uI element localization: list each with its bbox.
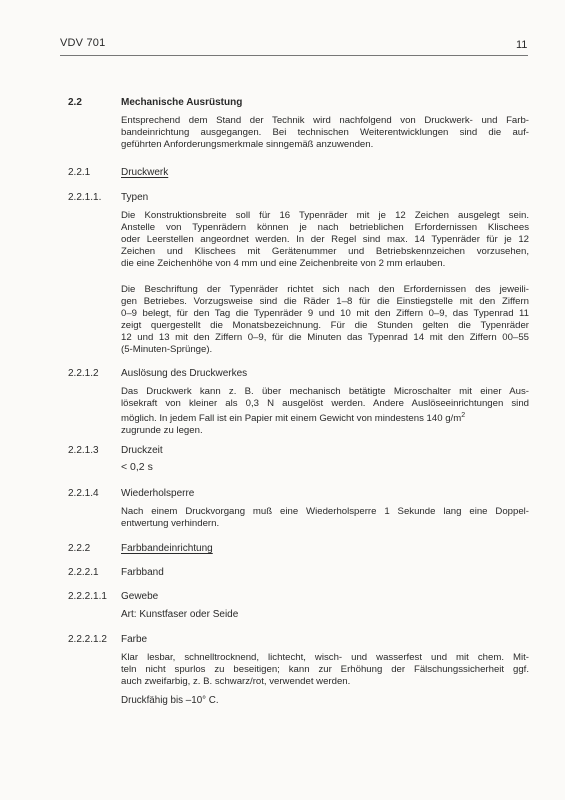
section-title-2-2-2-1-2: Farbe (121, 634, 148, 645)
print-temperature-note: Druckfähig bis –10° C. (121, 695, 219, 706)
text-line: bandeinrichtung ausgegangen. Bei technischen Weiterentwicklungen sind die auf- (121, 127, 529, 138)
text-line: zugrunde zu legen. (121, 425, 203, 437)
text-line: geführten Anforderungsmerkmale sinngemäß anzuwenden. (121, 139, 374, 150)
section-number-2-2-1: 2.2.1 (68, 167, 91, 178)
section-number-2-2-2: 2.2.2 (68, 543, 91, 554)
header-rule (60, 55, 528, 56)
text-line: Entsprechend dem Stand der Technik wird nachfolgend von Druckwerk- und Farb- (121, 115, 529, 126)
text-line-main: möglich. In jedem Fall ist ein Papier mit einem Gewicht von mindestens 140 g/m (121, 413, 462, 425)
section-number-2-2-1-4: 2.2.1.4 (68, 488, 99, 499)
section-body-2-2-1-1-para2 (121, 284, 529, 356)
text-line: die eine Zeichenhöhe von 4 mm und eine Zeichenbreite von 2 mm erlauben. (121, 258, 446, 269)
text-line: Das Druckwerk kann z. B. über mechanisch betätigte Microschalter mit einer Aus- (121, 386, 529, 397)
text-line: lösekraft von kleiner als 0,3 N ausgelöst werden. Andere Auslöseeinrichtungen sind (121, 398, 529, 409)
fabric-type: Art: Kunstfaser oder Seide (121, 609, 239, 620)
section-body-2-2-1-1-para1 (121, 210, 529, 270)
section-title-2-2-2-1: Farbband (121, 567, 164, 578)
text-line: oder Leerstellen angeordnet werden. In der Regel sind max. 14 Typenräder für je 12 (121, 234, 529, 245)
section-number-2-2-1-3: 2.2.1.3 (68, 445, 99, 456)
text-line: entwertung verhindern. (121, 518, 220, 529)
section-title-2-2: Mechanische Ausrüstung (121, 97, 243, 108)
section-number-2-2-2-1-1: 2.2.2.1.1 (68, 591, 107, 602)
text-line: gen Betriebes. Vorzugsweise sind die Räder 1–8 für die Einstiegstelle mit den Ziffern (121, 296, 529, 307)
page-number: 11 (516, 39, 528, 51)
superscript: 2 (461, 412, 466, 419)
text-line: Zeichen und Klischees mit Gerätenummer und Betriebskennzeichen vorzusehen, (121, 246, 529, 257)
text-line: Die Konstruktionsbreite soll für 16 Typenräder mit je 12 Zeichen ausgelegt sein. (121, 210, 529, 221)
text-line: zeigt quergestellt die Monatsbezeichnung. Für die Stunden gelten die Typenräder (121, 320, 529, 331)
text-line: Die Beschriftung der Typenräder richtet sich nach den Erfordernissen des jeweili- (121, 284, 529, 295)
print-time-value: < 0,2 s (121, 461, 153, 473)
text-line (121, 410, 529, 425)
text-line: Nach einem Druckvorgang muß eine Wiederholsperre 1 Sekunde lang eine Doppel- (121, 506, 529, 517)
document-id: VDV 701 (60, 37, 106, 49)
section-body-2-2-1-2 (121, 386, 529, 437)
section-body-2-2-2-1-2 (121, 652, 529, 688)
text-line: (5-Minuten-Sprünge). (121, 344, 213, 355)
section-body-2-2-1-4 (121, 506, 529, 530)
section-body-2-2 (121, 115, 529, 151)
section-number-2-2-1-2: 2.2.1.2 (68, 368, 99, 379)
text-line: auch zweifarbig, z. B. schwarz/rot, verwendet werden. (121, 676, 351, 687)
section-title-2-2-1-4: Wiederholsperre (121, 488, 195, 499)
text-line: Anstelle von Typenrädern können je nach betrieblichen Erfordernissen Klischees (121, 222, 529, 233)
text-line: teln nicht spurlos zu beseitigen; kann zur Erhöhung der Fälschungssicherheit ggf. (121, 664, 529, 675)
section-number-2-2-1-1: 2.2.1.1. (68, 192, 102, 203)
section-title-2-2-1-2: Auslösung des Druckwerkes (121, 368, 248, 379)
section-title-2-2-1-1: Typen (121, 192, 149, 203)
section-title-2-2-1-3: Druckzeit (121, 445, 163, 456)
section-number-2-2-2-1: 2.2.2.1 (68, 567, 99, 578)
section-title-2-2-2-1-1: Gewebe (121, 591, 159, 602)
text-line: Klar lesbar, schnelltrocknend, lichtecht, wisch- und wasserfest und mit chem. Mit- (121, 652, 529, 663)
section-number-2-2: 2.2 (68, 97, 82, 108)
section-title-2-2-1: Druckwerk (121, 167, 169, 178)
text-line: 0–9 belegt, für den Tag die Typenräder 9 und 10 mit den Ziffern 0–9, das Typenrad 11 (121, 308, 529, 319)
section-number-2-2-2-1-2: 2.2.2.1.2 (68, 634, 107, 645)
text-line: 12 und 13 mit den Ziffern 0–9, für die Minuten das Typenrad 14 mit den Ziffern 00–55 (121, 332, 529, 343)
section-title-2-2-2: Farbbandeinrichtung (121, 543, 213, 554)
